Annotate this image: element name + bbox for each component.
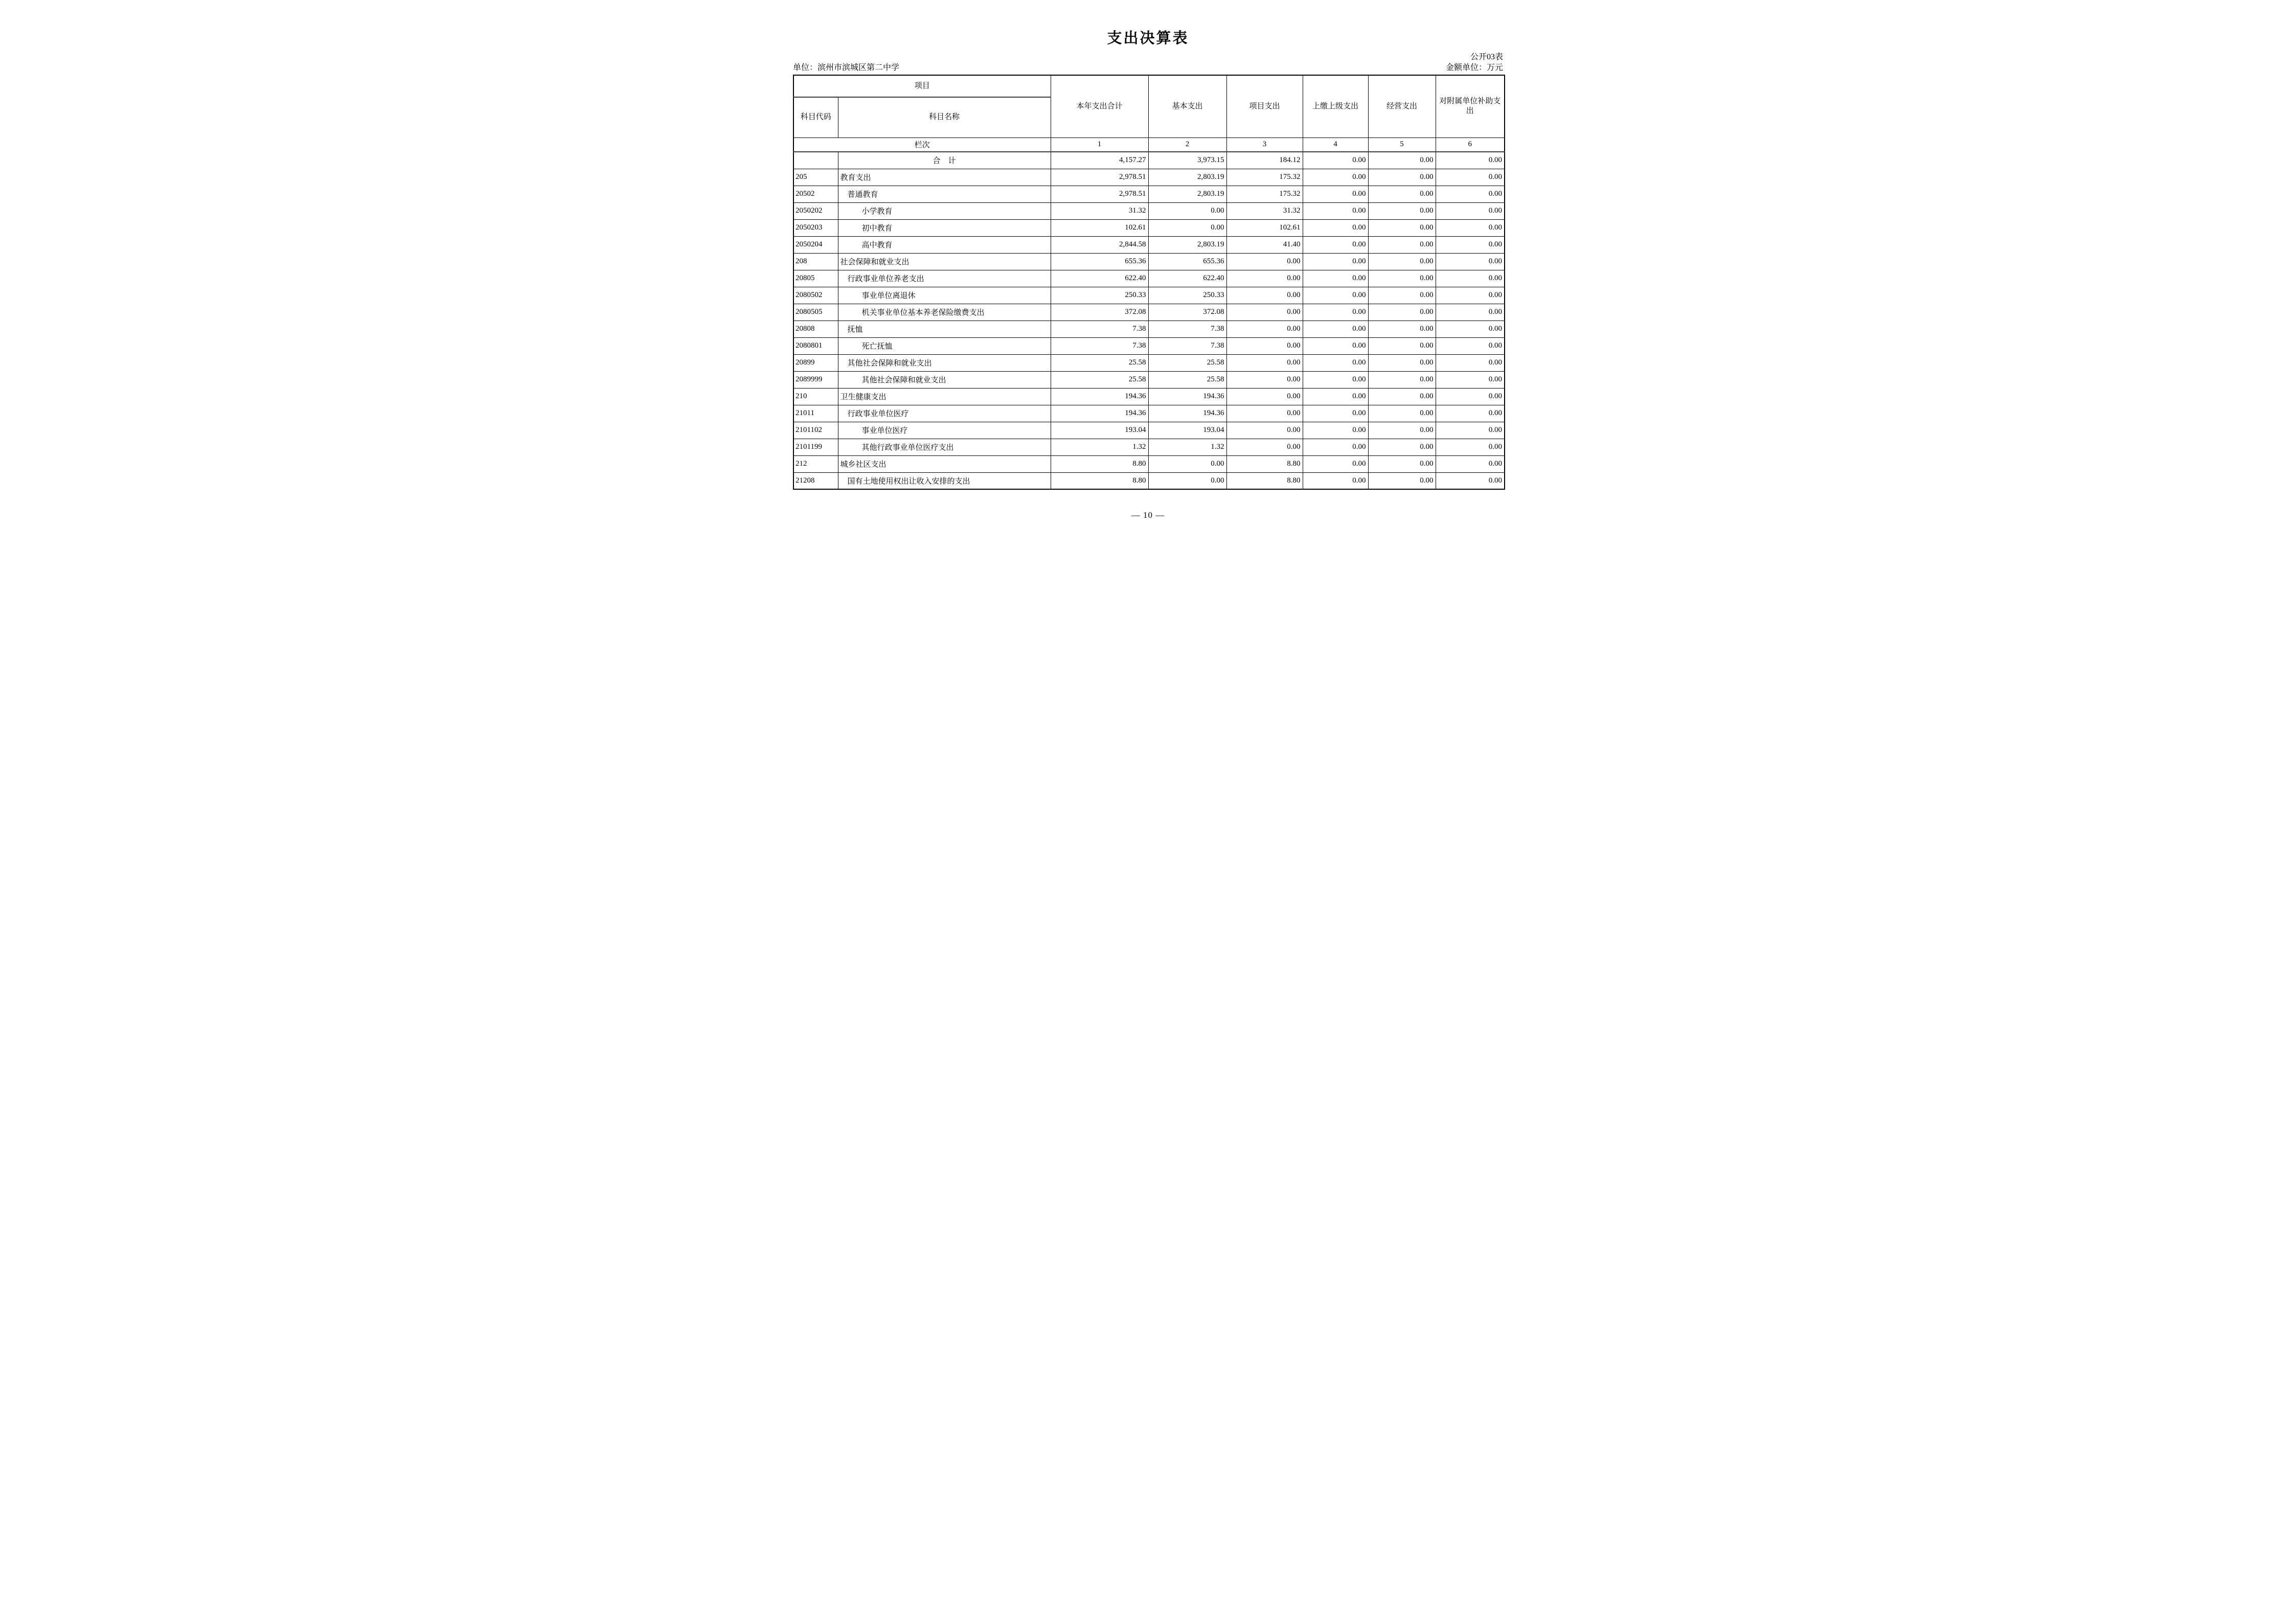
value-cell: 0.00 [1368,253,1436,270]
value-cell: 0.00 [1368,439,1436,455]
value-cell: 0.00 [1368,354,1436,371]
value-cell: 622.40 [1051,270,1148,287]
value-cell: 184.12 [1226,152,1303,169]
value-cell: 7.38 [1148,321,1226,337]
table-row [793,472,1505,489]
value-cell: 2,803.19 [1148,236,1226,253]
value-cell: 0.00 [1303,202,1368,219]
value-cell: 8.80 [1226,472,1303,489]
value-cell: 102.61 [1051,219,1148,236]
value-cell: 31.32 [1051,202,1148,219]
value-cell: 0.00 [1148,455,1226,472]
table-code: 公开03表 [1470,53,1503,61]
value-cell: 3,973.15 [1148,152,1226,169]
table-row [793,337,1505,354]
value-cell: 0.00 [1226,354,1303,371]
header-subject-name: 科目名称 [838,97,1051,138]
subject-code-cell: 20899 [793,354,838,371]
value-cell: 175.32 [1226,186,1303,202]
header-col-basic: 基本支出 [1148,75,1226,138]
header-col-operating: 经营支出 [1368,75,1436,138]
value-cell: 0.00 [1436,236,1505,253]
value-cell: 0.00 [1303,253,1368,270]
value-cell: 0.00 [1436,152,1505,169]
value-cell: 0.00 [1226,321,1303,337]
subject-code-cell: 2089999 [793,371,838,388]
subject-name-cell: 合 计 [838,152,1051,169]
value-cell: 0.00 [1436,321,1505,337]
subject-name-cell: 行政事业单位养老支出 [838,270,1051,287]
value-cell: 25.58 [1148,354,1226,371]
value-cell: 7.38 [1051,321,1148,337]
value-cell: 0.00 [1436,455,1505,472]
page-title: 支出决算表 [1107,30,1189,47]
table-row [793,422,1505,439]
value-cell: 0.00 [1226,337,1303,354]
value-cell: 0.00 [1226,405,1303,422]
lanci-number-2: 2 [1148,138,1226,152]
value-cell: 0.00 [1303,236,1368,253]
subject-name-cell: 事业单位医疗 [838,422,1051,439]
value-cell: 0.00 [1303,152,1368,169]
table-row [793,202,1505,219]
table-row [793,152,1505,169]
table-row [793,253,1505,270]
subject-name-cell: 教育支出 [838,169,1051,186]
table-row [793,304,1505,321]
table-row [793,270,1505,287]
subject-code-cell: 212 [793,455,838,472]
table-row [793,219,1505,236]
value-cell: 655.36 [1051,253,1148,270]
value-cell: 31.32 [1226,202,1303,219]
value-cell: 25.58 [1148,371,1226,388]
value-cell: 0.00 [1226,287,1303,304]
value-cell: 25.58 [1051,354,1148,371]
value-cell: 0.00 [1303,337,1368,354]
table-row [793,321,1505,337]
value-cell: 194.36 [1051,405,1148,422]
value-cell: 0.00 [1436,422,1505,439]
header-project: 项目 [793,75,1051,97]
subject-code-cell: 210 [793,388,838,405]
value-cell: 0.00 [1226,422,1303,439]
value-cell: 2,978.51 [1051,169,1148,186]
value-cell: 41.40 [1226,236,1303,253]
value-cell: 0.00 [1436,202,1505,219]
subject-code-cell: 21208 [793,472,838,489]
value-cell: 0.00 [1436,405,1505,422]
table-row [793,405,1505,422]
value-cell: 0.00 [1436,186,1505,202]
subject-name-cell: 社会保障和就业支出 [838,253,1051,270]
amount-unit-label: 金额单位：万元 [1445,63,1503,72]
table-row [793,388,1505,405]
value-cell: 2,978.51 [1051,186,1148,202]
value-cell: 372.08 [1051,304,1148,321]
header-col-project-exp: 项目支出 [1226,75,1303,138]
value-cell: 0.00 [1368,337,1436,354]
value-cell: 0.00 [1226,388,1303,405]
lanci-number-5: 5 [1368,138,1436,152]
value-cell: 0.00 [1303,270,1368,287]
table-body [793,152,1505,489]
value-cell: 194.36 [1148,405,1226,422]
value-cell: 372.08 [1148,304,1226,321]
subject-code-cell: 2080801 [793,337,838,354]
lanci-label: 栏次 [793,138,1051,152]
subject-code-cell: 20502 [793,186,838,202]
value-cell: 0.00 [1303,455,1368,472]
value-cell: 0.00 [1368,270,1436,287]
value-cell: 8.80 [1051,455,1148,472]
header-col-subsidy: 对附属单位补助支出 [1436,75,1505,138]
value-cell: 0.00 [1303,405,1368,422]
expenditure-table [793,75,1505,490]
subject-name-cell: 国有土地使用权出让收入安排的支出 [838,472,1051,489]
table-row [793,169,1505,186]
subject-name-cell: 死亡抚恤 [838,337,1051,354]
value-cell: 250.33 [1051,287,1148,304]
subject-name-cell: 其他行政事业单位医疗支出 [838,439,1051,455]
value-cell: 0.00 [1436,371,1505,388]
info-line [793,63,1503,73]
subject-name-cell: 行政事业单位医疗 [838,405,1051,422]
subject-code-cell: 21011 [793,405,838,422]
value-cell: 0.00 [1436,304,1505,321]
value-cell: 0.00 [1368,422,1436,439]
table-row [793,439,1505,455]
value-cell: 0.00 [1436,169,1505,186]
value-cell: 0.00 [1368,236,1436,253]
value-cell: 175.32 [1226,169,1303,186]
subject-name-cell: 抚恤 [838,321,1051,337]
value-cell: 0.00 [1303,472,1368,489]
value-cell: 2,803.19 [1148,186,1226,202]
subject-name-cell: 城乡社区支出 [838,455,1051,472]
subject-code-cell: 2050204 [793,236,838,253]
value-cell: 2,844.58 [1051,236,1148,253]
subject-name-cell: 卫生健康支出 [838,388,1051,405]
value-cell: 194.36 [1148,388,1226,405]
subject-name-cell: 其他社会保障和就业支出 [838,371,1051,388]
value-cell: 0.00 [1226,371,1303,388]
value-cell: 193.04 [1051,422,1148,439]
value-cell: 8.80 [1226,455,1303,472]
value-cell: 0.00 [1368,219,1436,236]
subject-code-cell: 20808 [793,321,838,337]
value-cell: 0.00 [1368,287,1436,304]
value-cell: 0.00 [1226,253,1303,270]
value-cell: 0.00 [1436,354,1505,371]
subject-name-cell: 普通教育 [838,186,1051,202]
subject-code-cell: 2080505 [793,304,838,321]
value-cell: 0.00 [1226,270,1303,287]
value-cell: 7.38 [1051,337,1148,354]
value-cell: 250.33 [1148,287,1226,304]
value-cell: 622.40 [1148,270,1226,287]
table-row [793,236,1505,253]
value-cell: 4,157.27 [1051,152,1148,169]
subject-name-cell: 机关事业单位基本养老保险缴费支出 [838,304,1051,321]
value-cell: 0.00 [1368,152,1436,169]
value-cell: 0.00 [1303,219,1368,236]
value-cell: 0.00 [1368,304,1436,321]
value-cell: 0.00 [1436,472,1505,489]
lanci-number-6: 6 [1436,138,1505,152]
value-cell: 0.00 [1303,287,1368,304]
value-cell: 8.80 [1051,472,1148,489]
value-cell: 0.00 [1303,169,1368,186]
value-cell: 0.00 [1303,422,1368,439]
value-cell: 25.58 [1051,371,1148,388]
header-col-upper: 上缴上级支出 [1303,75,1368,138]
value-cell: 0.00 [1148,202,1226,219]
value-cell: 0.00 [1436,388,1505,405]
table-row [793,455,1505,472]
value-cell: 0.00 [1226,439,1303,455]
subject-name-cell: 高中教育 [838,236,1051,253]
value-cell: 0.00 [1436,337,1505,354]
subject-code-cell: 205 [793,169,838,186]
lanci-number-4: 4 [1303,138,1368,152]
value-cell: 0.00 [1303,186,1368,202]
value-cell: 0.00 [1368,169,1436,186]
value-cell: 0.00 [1368,472,1436,489]
value-cell: 2,803.19 [1148,169,1226,186]
table-row [793,287,1505,304]
value-cell: 0.00 [1148,219,1226,236]
subject-code-cell: 2050202 [793,202,838,219]
subject-name-cell: 其他社会保障和就业支出 [838,354,1051,371]
value-cell: 7.38 [1148,337,1226,354]
value-cell: 0.00 [1303,439,1368,455]
lanci-number-3: 3 [1226,138,1303,152]
subject-code-cell [793,152,838,169]
value-cell: 1.32 [1051,439,1148,455]
subject-name-cell: 事业单位离退休 [838,287,1051,304]
value-cell: 0.00 [1436,219,1505,236]
table-row [793,186,1505,202]
value-cell: 0.00 [1226,304,1303,321]
value-cell: 102.61 [1226,219,1303,236]
value-cell: 0.00 [1303,371,1368,388]
value-cell: 0.00 [1368,455,1436,472]
value-cell: 0.00 [1368,371,1436,388]
document-page [765,0,1531,541]
value-cell: 0.00 [1368,388,1436,405]
unit-label: 单位：滨州市滨城区第二中学 [793,63,900,72]
subject-code-cell: 2101102 [793,422,838,439]
subject-code-cell: 2050203 [793,219,838,236]
subject-name-cell: 小学教育 [838,202,1051,219]
header-subject-code: 科目代码 [793,97,838,138]
value-cell: 0.00 [1368,186,1436,202]
table-row [793,371,1505,388]
table-row [793,354,1505,371]
value-cell: 0.00 [1436,287,1505,304]
subject-code-cell: 2101199 [793,439,838,455]
value-cell: 0.00 [1303,388,1368,405]
value-cell: 655.36 [1148,253,1226,270]
lanci-number-1: 1 [1051,138,1148,152]
header-col-year-total: 本年支出合计 [1051,75,1148,138]
subject-code-cell: 208 [793,253,838,270]
value-cell: 193.04 [1148,422,1226,439]
value-cell: 0.00 [1303,354,1368,371]
value-cell: 1.32 [1148,439,1226,455]
subject-code-cell: 20805 [793,270,838,287]
value-cell: 0.00 [1148,472,1226,489]
value-cell: 0.00 [1368,202,1436,219]
value-cell: 0.00 [1436,439,1505,455]
value-cell: 194.36 [1051,388,1148,405]
subject-code-cell: 2080502 [793,287,838,304]
page-number: — 10 — [1131,510,1165,520]
value-cell: 0.00 [1368,321,1436,337]
header-row-lanci [793,138,1505,152]
value-cell: 0.00 [1436,253,1505,270]
value-cell: 0.00 [1368,405,1436,422]
value-cell: 0.00 [1436,270,1505,287]
value-cell: 0.00 [1303,304,1368,321]
header-row-project [793,75,1505,97]
subject-name-cell: 初中教育 [838,219,1051,236]
value-cell: 0.00 [1303,321,1368,337]
